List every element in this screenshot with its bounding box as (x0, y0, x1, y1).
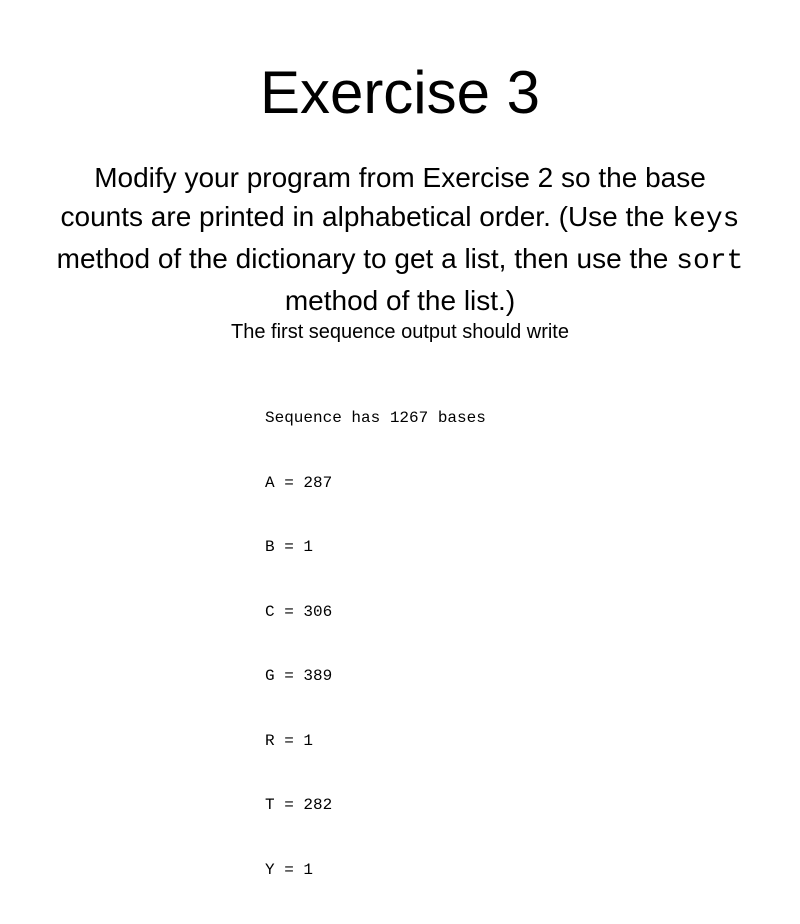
output-line-summary: Sequence has 1267 bases (265, 409, 486, 427)
instructions-text-2: method of the dictionary to get a list, then use the (56, 243, 677, 274)
output-intro: The first sequence output should write (231, 321, 569, 343)
output-line-t: T = 282 (265, 796, 333, 814)
expected-output (265, 365, 486, 924)
output-line-b: B = 1 (265, 538, 314, 556)
sort-method-code: sort (676, 246, 744, 277)
output-line-r: R = 1 (265, 731, 314, 750)
output-line-c: C = 306 (265, 602, 333, 621)
output-line-a: A = 287 (265, 473, 333, 492)
instructions-text-3: method of the list.) (284, 285, 516, 316)
output-line-y: Y = 1 (265, 860, 314, 879)
output-line-g: G = 389 (265, 667, 333, 685)
exercise-instructions (50, 158, 750, 320)
keys-method-code: keys (672, 204, 740, 235)
instructions-text-1: Modify your program from Exercise 2 so the base counts are printed in alphabetical order. (Use the (60, 162, 706, 232)
slide-title: Exercise 3 (259, 59, 541, 126)
